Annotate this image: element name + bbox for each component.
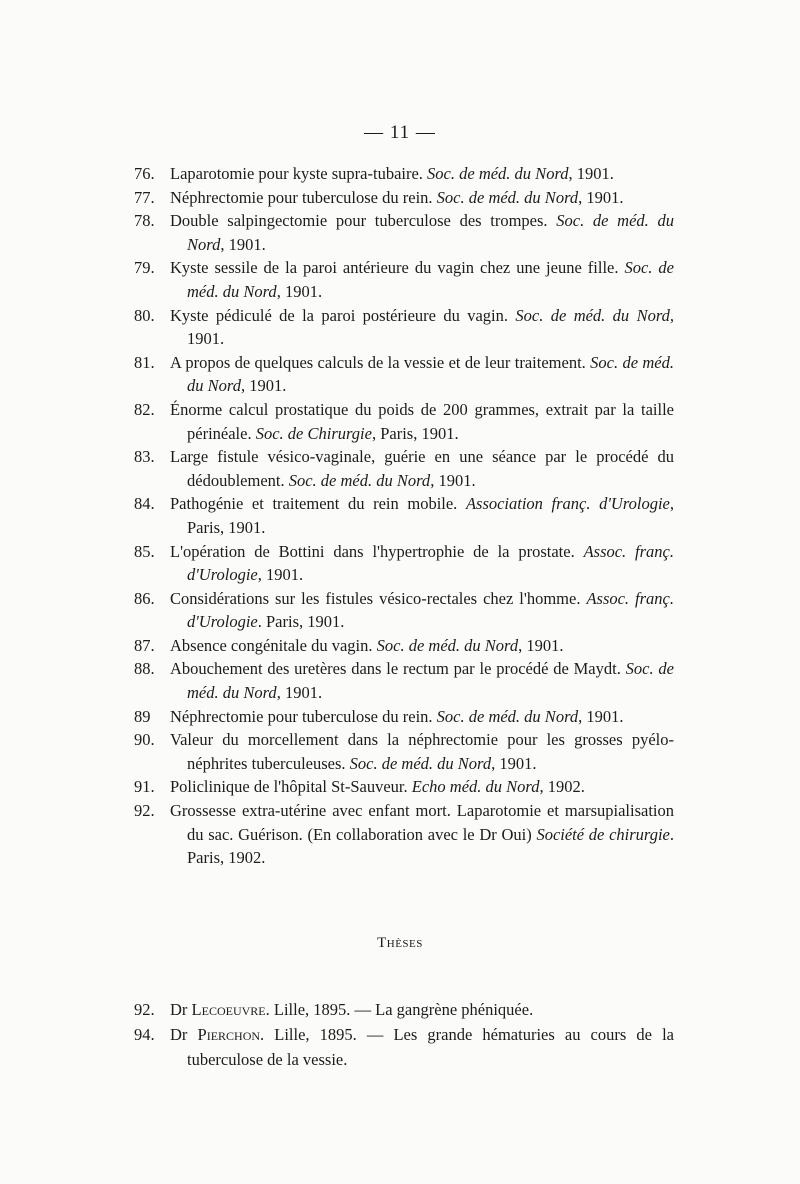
entry-number: 81. (134, 352, 155, 372)
publication-entry (134, 162, 674, 186)
entry-text-part: Pathogénie et traitement du rein mobile. (170, 494, 466, 514)
publication-entry (134, 657, 674, 704)
entry-text-part: . Lille, 1895. — La gangrène phéniquée. (265, 1000, 534, 1019)
entry-text-part: , Paris, 1901. (187, 494, 674, 537)
entry-text-part: , Paris, 1901. (371, 423, 459, 443)
entry-text-part: , 1901. (187, 305, 675, 349)
thesis-entry (134, 997, 674, 1022)
publication-entry (134, 540, 674, 587)
publication-entry (134, 492, 674, 539)
entry-text-part: , 1901. (430, 470, 476, 490)
entry-text-part: , 1901. (240, 376, 287, 396)
entry-text-part: Absence congénitale du vagin. (170, 635, 377, 655)
entry-text-part: , 1902. (539, 777, 585, 797)
publication-entry (134, 351, 674, 398)
entry-number: 76. (134, 164, 155, 183)
entry-text-part: . Paris, 1901. (257, 612, 345, 632)
entry-text (170, 400, 674, 443)
publication-list (134, 162, 674, 870)
entry-text (170, 494, 674, 537)
entry-text-part: Considérations sur les fistules vésico-rectales chez l'homme. (170, 588, 587, 608)
entry-text (170, 353, 674, 396)
journal-citation: Soc. de Chirurgie (255, 423, 372, 443)
entry-text-part: Policlinique de l'hôpital St-Sauveur. (170, 777, 412, 797)
journal-citation: Assoc. franç. d'Urologie (187, 541, 674, 585)
theses-list (134, 997, 674, 1072)
publication-entry (134, 634, 674, 658)
journal-citation: Soc. de méd. du Nord (436, 187, 579, 207)
journal-citation: Association franç. d'Urologie (465, 494, 670, 514)
journal-citation: Soc. de méd. du Nord (288, 470, 431, 490)
page-number: — 11 — (364, 122, 436, 143)
entry-text-part: Dr (170, 1025, 198, 1044)
entry-text-part: . Paris, 1902. (187, 824, 675, 868)
entry-text (170, 542, 674, 585)
entry-text-part: Laparotomie pour kyste supra-tubaire. (170, 164, 428, 183)
entry-number: 92. (134, 801, 155, 821)
entry-text-part: , 1901. (257, 565, 304, 585)
entry-text-part: , 1901. (578, 706, 624, 726)
entry-number: 80. (134, 305, 155, 325)
entry-text (170, 589, 674, 632)
entry-number: 86. (134, 588, 155, 608)
entry-text (170, 306, 674, 349)
entry-number: 85. (134, 541, 155, 561)
entry-text-part: Dr (170, 1000, 192, 1019)
journal-citation: Soc. de méd. du Nord (376, 635, 519, 655)
entry-number: 92. (134, 1000, 155, 1019)
entry-text (170, 707, 624, 726)
author-name: Lecoeuvre (191, 1000, 266, 1019)
journal-citation: Soc. de méd. du Nord (349, 753, 492, 773)
entry-text-part: Large fistule vésico-vaginale, guérie en une séance par le procédé du dédoublement. (170, 447, 674, 490)
entry-text-part: . Lille, 1895. — Les grande hématuries au cours de la tuberculose de la vessie. (187, 1025, 674, 1069)
entry-text-part: Kyste pédiculé de la paroi postérieure du vagin. (170, 305, 516, 325)
journal-citation: Soc. de méd. du Nord (187, 211, 674, 254)
publication-entry (134, 587, 674, 634)
entry-number: 87. (134, 635, 155, 655)
entry-number: 88. (134, 659, 155, 679)
journal-citation: Soc. de méd. du Nord (515, 305, 670, 325)
publication-entry (134, 256, 674, 303)
entry-text (170, 211, 674, 254)
thesis-entry (134, 1022, 674, 1072)
entry-text-part: , 1901. (578, 187, 624, 207)
entry-number: 94. (134, 1025, 155, 1044)
entry-text-part: , 1901. (518, 635, 564, 655)
journal-citation: Echo méd. du Nord (411, 777, 540, 797)
entry-text (170, 659, 674, 702)
entry-text (170, 447, 674, 490)
publication-entry (134, 398, 674, 445)
entry-number: 89 (134, 706, 151, 726)
theses-heading-text: Thèses (377, 935, 423, 951)
theses-heading (0, 935, 800, 952)
author-name: Pierchon (197, 1025, 261, 1044)
journal-citation: Soc. de méd. du Nord (187, 352, 674, 396)
entry-text-part: Grossesse extra-utérine avec enfant mort. Laparotomie et marsupialisation du sac. Guérison. (En collaboration avec le Dr Oui) (170, 801, 674, 844)
entry-number: 77. (134, 187, 155, 207)
journal-citation: Société de chirurgie (536, 824, 670, 844)
journal-citation: Soc. de méd. du Nord (436, 706, 579, 726)
entry-text-part: Néphrectomie pour tuberculose du rein. (170, 187, 437, 207)
entry-text (170, 730, 674, 773)
entry-text-part: Valeur du morcellement dans la néphrectomie pour les grosses pyélo-néphrites tuberculeuses. (170, 730, 674, 773)
entry-number: 84. (134, 494, 155, 514)
publication-entry (134, 705, 674, 729)
journal-citation: Assoc. franç. d'Urologie (187, 588, 674, 632)
entry-text-part: , 1901. (276, 281, 323, 301)
entry-text (170, 188, 624, 207)
entry-text-part: L'opération de Bottini dans l'hypertrophie de la prostate. (170, 541, 584, 561)
entry-text-part: Néphrectomie pour tuberculose du rein. (170, 706, 437, 726)
publication-entry (134, 775, 674, 799)
journal-citation: Soc. de méd. du Nord (427, 164, 569, 183)
entry-text (170, 258, 674, 301)
entry-text-part: Kyste sessile de la paroi antérieure du vagin chez une jeune fille. (170, 258, 625, 278)
entry-number: 78. (134, 211, 155, 231)
entry-number: 82. (134, 399, 155, 419)
entry-text-part: A propos de quelques calculs de la vessie et de leur traitement. (170, 352, 591, 372)
entry-text (170, 777, 585, 796)
entry-text-part: Énorme calcul prostatique du poids de 200 grammes, extrait par la taille périnéale. (170, 399, 674, 443)
journal-citation: Soc. de méd. du Nord (187, 659, 674, 703)
entry-text-part: Abouchement des uretères dans le rectum par le procédé de Maydt. (170, 659, 626, 679)
entry-number: 90. (134, 730, 155, 750)
journal-citation: Soc. de méd. du Nord (187, 258, 674, 301)
publication-entry (134, 445, 674, 492)
entry-text-part: Double salpingectomie pour tuberculose des trompes. (170, 211, 557, 231)
entry-number: 79. (134, 258, 155, 278)
entry-number: 91. (134, 777, 155, 797)
publication-entry (134, 186, 674, 210)
entry-text (170, 801, 674, 867)
publication-entry (134, 799, 674, 870)
entry-text (170, 164, 614, 183)
entry-number: 83. (134, 447, 155, 467)
entry-text (170, 1025, 674, 1069)
entry-text-part: , 1901. (568, 164, 614, 183)
entry-text-part: , 1901. (276, 683, 323, 703)
publication-entry (134, 304, 674, 351)
entry-text-part: , 1901. (491, 753, 537, 773)
entry-text-part: , 1901. (220, 234, 266, 254)
entry-text (170, 636, 563, 655)
entry-text (170, 1000, 533, 1019)
publication-entry (134, 728, 674, 775)
publication-entry (134, 209, 674, 256)
